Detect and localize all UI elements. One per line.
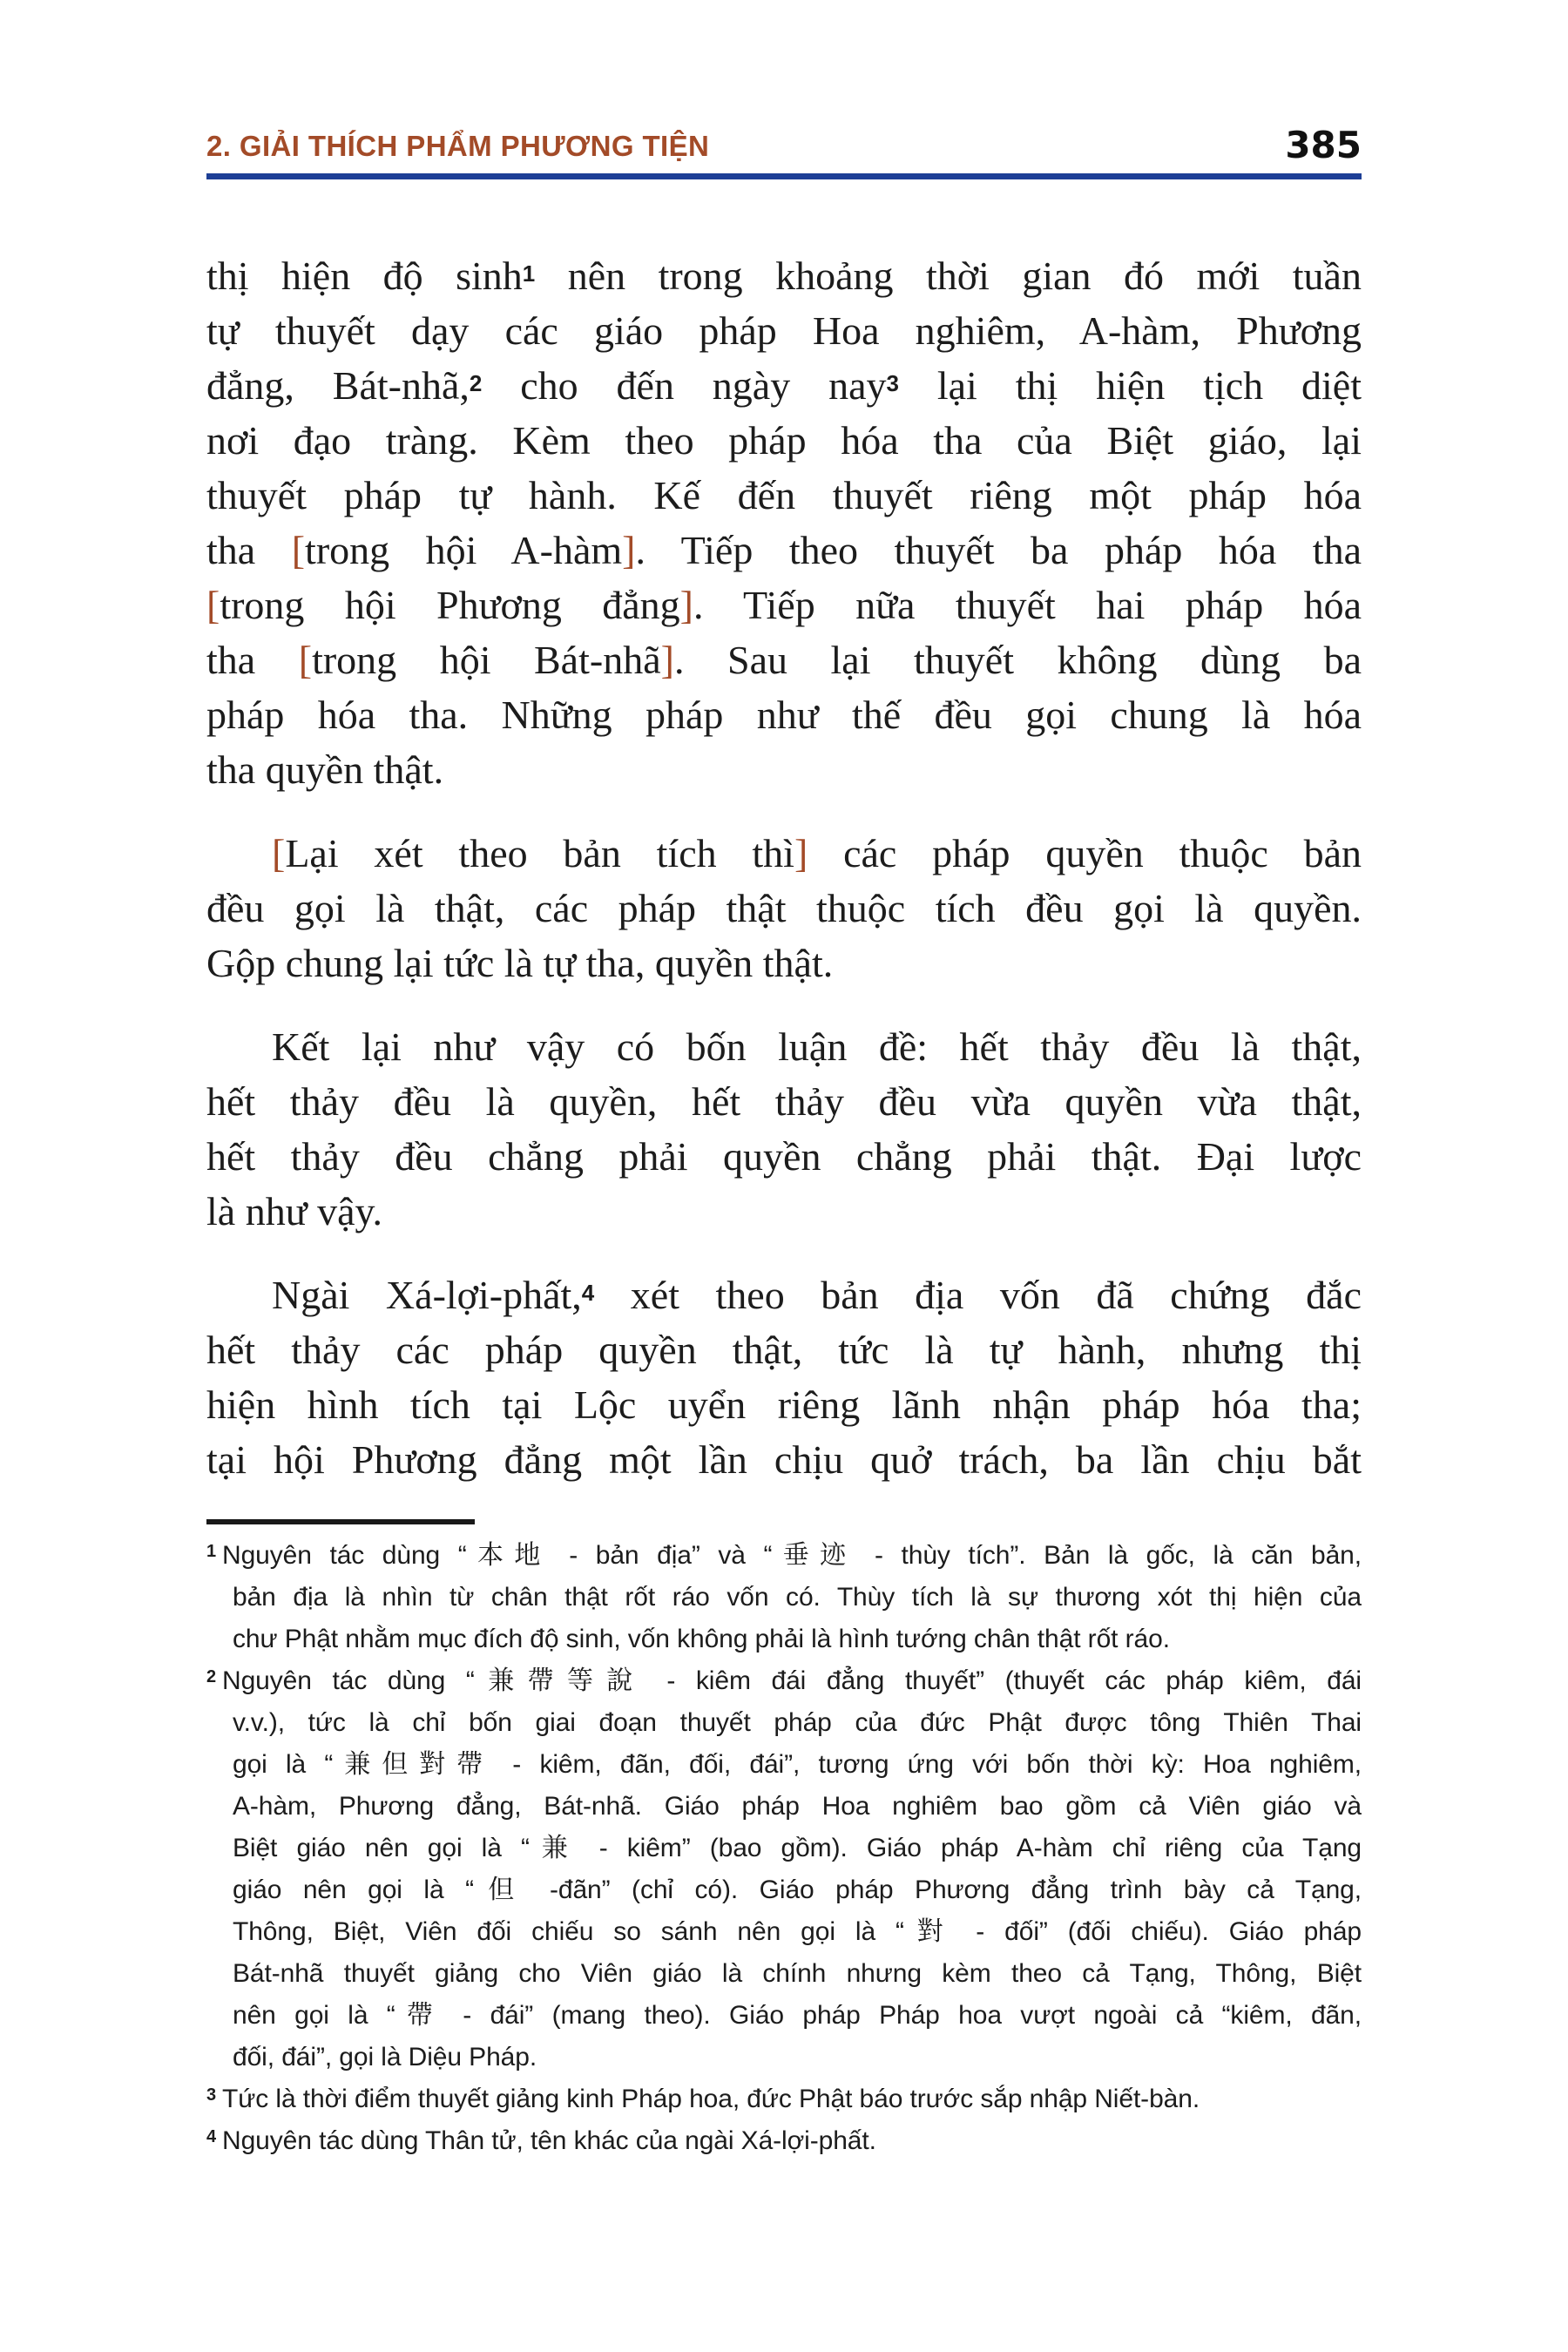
text-run: pháp hóa tha. Những pháp như thế đều gọi chung là hóa: [206, 693, 1362, 737]
footnotes: [206, 1535, 1362, 2162]
footnote-marker: 1: [206, 1542, 217, 1561]
footnote-text: đối, đái”, gọi là Diệu Pháp.: [233, 2043, 537, 2072]
footnote-line: [233, 1619, 1362, 1660]
text-run: tự thuyết dạy các giáo pháp Hoa nghiêm, A-hàm, Phương: [206, 308, 1362, 353]
footnote-line: [233, 1786, 1362, 1828]
footnote-line: [233, 1995, 1362, 2037]
footnote-line: [206, 1660, 1362, 1702]
body-line: [206, 358, 1362, 413]
paragraph: [206, 1267, 1362, 1487]
footnote-text: Biệt giáo nên gọi là “兼 - kiêm” (bao gồm). Giáo pháp A-hàm chỉ riêng của Tạng: [233, 1834, 1362, 1862]
text-run: nơi đạo tràng. Kèm theo pháp hóa tha của Biệt giáo, lại: [206, 418, 1362, 463]
footnote-line: [233, 1577, 1362, 1619]
footnote-text: Nguyên tác dùng Thân tử, tên khác của ngài Xá-lợi-phất.: [222, 2126, 876, 2155]
body-line: [206, 303, 1362, 358]
text-run: trong hội A-hàm: [305, 528, 623, 572]
footnote: [206, 2078, 1362, 2120]
paragraph: [206, 1019, 1362, 1239]
text-run: cho đến ngày nay: [482, 363, 887, 408]
footnote-marker: 3: [206, 2085, 217, 2105]
text-run: hiện hình tích tại Lộc uyển riêng lãnh nhận pháp hóa tha;: [206, 1382, 1362, 1427]
text-run: hết thảy các pháp quyền thật, tức là tự hành, nhưng thị: [206, 1328, 1362, 1372]
paragraph: [206, 826, 1362, 990]
text-run: đẳng, Bát-nhã,: [206, 363, 470, 408]
text-run: . Tiếp nữa thuyết hai pháp hóa: [693, 583, 1362, 627]
text-run: là như vậy.: [206, 1189, 383, 1233]
body-text: [206, 248, 1362, 1487]
footnote-text: nên gọi là “帶 - đái” (mang theo). Giáo pháp Pháp hoa vượt ngoài cả “kiêm, đãn,: [233, 2001, 1362, 2030]
body-line: [206, 468, 1362, 523]
footnote-text: chư Phật nhằm mục đích độ sinh, vốn không phải là hình tướng chân thật rốt ráo.: [233, 1625, 1170, 1653]
body-line: [206, 826, 1362, 881]
body-line: [206, 413, 1362, 468]
body-line: [206, 1322, 1362, 1377]
footnote-marker: 2: [206, 1667, 217, 1686]
text-run: các pháp quyền thuộc bản: [808, 831, 1362, 875]
running-header: [206, 120, 1362, 166]
body-line: [206, 1432, 1362, 1487]
footnote-text: gọi là “兼但對帶 - kiêm, đãn, đối, đái”, tương ứng với bốn thời kỳ: Hoa nghiêm,: [233, 1750, 1362, 1779]
footnote-text: v.v.), tức là chỉ bốn giai đoạn thuyết pháp của đức Phật được tông Thiên Thai: [233, 1708, 1362, 1737]
footnote-text: Tức là thời điểm thuyết giảng kinh Pháp hoa, đức Phật báo trước sắp nhập Niết-bàn.: [222, 2085, 1200, 2113]
footnote-ref: 3: [886, 370, 899, 396]
text-run: Ngài Xá-lợi-phất,: [272, 1273, 582, 1317]
footnote-ref: 1: [522, 260, 536, 287]
accent-bracket: ]: [622, 528, 636, 572]
body-line: [206, 1019, 1362, 1074]
text-run: tha: [206, 528, 292, 572]
accent-bracket: ]: [794, 831, 808, 875]
text-run: trong hội Bát-nhã: [312, 638, 661, 682]
body-line: [206, 1184, 1362, 1239]
body-line: [206, 1074, 1362, 1129]
footnote-line: [233, 1869, 1362, 1911]
text-run: trong hội Phương đẳng: [220, 583, 680, 627]
footnote-marker: 4: [206, 2127, 217, 2146]
footnote-text: Nguyên tác dùng “本地 - bản địa” và “垂迹 - thùy tích”. Bản là gốc, là căn bản,: [222, 1541, 1362, 1570]
header-rule: [206, 173, 1362, 179]
body-line: [206, 881, 1362, 936]
accent-bracket: ]: [660, 638, 674, 682]
footnote: [206, 1535, 1362, 1660]
body-line: [206, 578, 1362, 632]
text-run: hết thảy đều là quyền, hết thảy đều vừa quyền vừa thật,: [206, 1079, 1362, 1124]
text-run: lại thị hiện tịch diệt: [898, 363, 1362, 408]
text-run: thuyết pháp tự hành. Kế đến thuyết riêng một pháp hóa: [206, 473, 1362, 517]
body-line: [206, 632, 1362, 687]
accent-bracket: [: [291, 528, 306, 572]
text-run: Gộp chung lại tức là tự tha, quyền thật.: [206, 941, 834, 985]
footnote-line: [233, 1953, 1362, 1995]
text-run: Lại xét theo bản tích thì: [285, 831, 794, 875]
footnote-line: [233, 1828, 1362, 1869]
footnote-text: Thông, Biệt, Viên đối chiếu so sánh nên gọi là “對 - đối” (đối chiếu). Giáo pháp: [233, 1917, 1362, 1946]
body-line: [206, 1267, 1362, 1322]
footnote: [206, 2120, 1362, 2162]
footnote-line: [233, 1744, 1362, 1786]
footnote-line: [233, 1702, 1362, 1744]
body-line: [206, 936, 1362, 990]
footnote-separator: [206, 1519, 475, 1524]
text-run: thị hiện độ sinh: [206, 253, 523, 298]
accent-bracket: ]: [679, 583, 693, 627]
text-run: tha quyền thật.: [206, 747, 444, 792]
body-line: [206, 687, 1362, 742]
body-line: [206, 742, 1362, 797]
accent-bracket: [: [206, 583, 220, 627]
body-line: [206, 248, 1362, 303]
text-run: Kết lại như vậy có bốn luận đề: hết thảy đều là thật,: [272, 1024, 1362, 1069]
text-run: xét theo bản địa vốn đã chứng đắc: [594, 1273, 1362, 1317]
accent-bracket: [: [298, 638, 313, 682]
text-run: nên trong khoảng thời gian đó mới tuần: [535, 253, 1362, 298]
text-run: tại hội Phương đẳng một lần chịu quở trách, ba lần chịu bắt: [206, 1437, 1362, 1482]
footnote-text: Bát-nhã thuyết giảng cho Viên giáo là chính nhưng kèm theo cả Tạng, Thông, Biệt: [233, 1959, 1362, 1988]
paragraph: [206, 248, 1362, 797]
footnote-text: bản địa là nhìn từ chân thật rốt ráo vốn có. Thùy tích là sự thương xót thị hiện của: [233, 1583, 1362, 1612]
page-title: 2. GIẢI THÍCH PHẨM PHƯƠNG TIỆN: [206, 130, 710, 162]
footnote-text: A-hàm, Phương đẳng, Bát-nhã. Giáo pháp Hoa nghiêm bao gồm cả Viên giáo và: [233, 1792, 1362, 1821]
footnote-ref: 2: [469, 370, 483, 396]
footnote-ref: 4: [581, 1280, 595, 1306]
text-run: . Sau lại thuyết không dùng ba: [673, 638, 1362, 682]
body-line: [206, 1129, 1362, 1184]
text-block: [206, 0, 1362, 2352]
footnote-line: [233, 1911, 1362, 1953]
text-run: tha: [206, 638, 299, 682]
footnote-text: giáo nên gọi là “但 -đãn” (chỉ có). Giáo pháp Phương đẳng trình bày cả Tạng,: [233, 1876, 1362, 1904]
footnote-line: [206, 2120, 1362, 2162]
footnote-text: Nguyên tác dùng “兼帶等說 - kiêm đái đẳng thuyết” (thuyết các pháp kiêm, đái: [222, 1666, 1362, 1695]
footnote-line: [233, 2037, 1362, 2078]
text-run: hết thảy đều chẳng phải quyền chẳng phải thật. Đại lược: [206, 1134, 1362, 1179]
footnote-line: [206, 2078, 1362, 2120]
footnote-line: [206, 1535, 1362, 1577]
page-number: 385: [1285, 124, 1362, 166]
body-line: [206, 1377, 1362, 1432]
body-line: [206, 523, 1362, 578]
footnote: [206, 1660, 1362, 2078]
text-run: . Tiếp theo thuyết ba pháp hóa tha: [635, 528, 1362, 572]
accent-bracket: [: [272, 831, 286, 875]
text-run: đều gọi là thật, các pháp thật thuộc tích đều gọi là quyền.: [206, 886, 1362, 930]
